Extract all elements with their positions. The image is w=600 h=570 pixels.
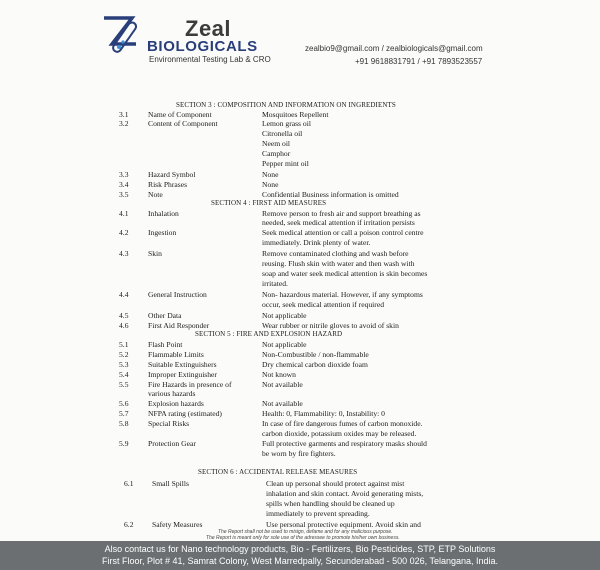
row-value: Mosquitoes Repellent	[262, 110, 329, 119]
row-value: be worn by fire fighters.	[262, 449, 336, 458]
row-number: 5.5	[119, 380, 129, 389]
row-label: First Aid Responder	[148, 321, 210, 330]
row-value: spills when handling should be cleaned up	[266, 499, 395, 508]
row-label: Safety Measures	[152, 520, 203, 529]
row-label: Risk Phrases	[148, 180, 188, 189]
row-value: Wear rubber or nitrile gloves to avoid of skin	[262, 321, 399, 330]
row-number: 3.3	[119, 170, 129, 179]
row-number: 4.2	[119, 228, 129, 237]
row-value: Not available	[262, 380, 303, 389]
row-label: Skin	[148, 249, 162, 258]
row-value: Not known	[262, 370, 296, 379]
row-value: Clean up personal should protect against mist	[266, 479, 405, 488]
row-value: In case of fire dangerous fumes of carbon monoxide.	[262, 419, 423, 428]
row-number: 4.1	[119, 209, 129, 218]
row-label: Inhalation	[148, 209, 179, 218]
row-value: immediately to prevent spreading.	[266, 509, 370, 518]
row-label: Flammable Limits	[148, 350, 204, 359]
row-number: 3.5	[119, 190, 129, 199]
footer-band	[0, 541, 600, 570]
row-label: Fire Hazards in presence of	[148, 380, 232, 389]
row-label: Explosion hazards	[148, 399, 204, 408]
row-label: Other Data	[148, 311, 182, 320]
row-value: needed, seek medical attention if irritation persists	[262, 218, 415, 227]
row-number: 5.3	[119, 360, 129, 369]
row-number: 5.7	[119, 409, 129, 418]
row-label: NFPA rating (estimated)	[148, 409, 222, 418]
row-value: Lemon grass oil	[262, 119, 311, 128]
row-value: Non- hazardous material. However, if any symptoms	[262, 290, 423, 299]
section-5-title: SECTION 5 : FIRE AND EXPLOSION HAZARD	[195, 330, 343, 338]
brand-tagline: Environmental Testing Lab & CRO	[149, 55, 271, 64]
section-3-title: SECTION 3 : COMPOSITION AND INFORMATION ON INGREDIENTS	[176, 101, 396, 109]
row-label: Protection Gear	[148, 439, 196, 448]
contact-email: zealbio9@gmail.com / zealbiologicals@gmail.com	[305, 44, 483, 53]
row-number: 5.4	[119, 370, 129, 379]
row-number: 3.2	[119, 119, 129, 128]
row-value: inhalation and skin contact. Avoid generating mists,	[266, 489, 424, 498]
row-value: Not available	[262, 399, 303, 408]
row-value: Use personal protective equipment. Avoid skin and	[266, 520, 421, 529]
row-value: Citronella oil	[262, 129, 303, 138]
row-value: Full protective garments and respiratory masks should	[262, 439, 427, 448]
row-label: Name of Component	[148, 110, 212, 119]
row-number: 6.2	[124, 520, 134, 529]
row-number: 4.5	[119, 311, 129, 320]
row-value: Health: 0, Flammability: 0, Instability: 0	[262, 409, 385, 418]
brand-subtitle: BIOLOGICALS	[147, 38, 258, 55]
row-value: Not applicable	[262, 340, 307, 349]
row-value: irritated.	[262, 279, 288, 288]
row-value: Camphor	[262, 149, 291, 158]
row-value: occur, seek medical attention if required	[262, 300, 384, 309]
row-label-continued: various hazards	[148, 389, 196, 398]
row-value: Not applicable	[262, 311, 307, 320]
row-label: Note	[148, 190, 163, 199]
row-label: Hazard Symbol	[148, 170, 196, 179]
row-number: 5.6	[119, 399, 129, 408]
row-label: Small Spills	[152, 479, 189, 488]
row-number: 5.8	[119, 419, 129, 428]
row-label: Suitable Extinguishers	[148, 360, 217, 369]
test-tube-logo-icon	[102, 14, 146, 62]
footer-address: First Floor, Plot # 41, Samrat Colony, West Marredpally, Secunderabad - 500 026, Telangana, India.	[101, 556, 499, 566]
contact-phone: +91 9618831791 / +91 7893523557	[355, 57, 483, 66]
section-6-title: SECTION 6 : ACCIDENTAL RELEASE MEASURES	[198, 468, 358, 476]
row-value: carbon dioxide, potassium oxides may be released.	[262, 429, 417, 438]
row-number: 4.6	[119, 321, 129, 330]
row-label: Content of Component	[148, 119, 218, 128]
row-number: 3.4	[119, 180, 129, 189]
row-number: 4.4	[119, 290, 129, 299]
row-label: Improper Extinguisher	[148, 370, 217, 379]
row-value: Confidential Business information is omitted	[262, 190, 399, 199]
row-label: Ingestion	[148, 228, 177, 237]
row-number: 6.1	[124, 479, 134, 488]
row-value: Dry chemical carbon dioxide foam	[262, 360, 368, 369]
row-number: 4.3	[119, 249, 129, 258]
row-value: Neem oil	[262, 139, 291, 148]
footer-services: Also contact us for Nano technology products, Bio - Fertilizers, Bio Pesticides, STP, ETP Solutions	[104, 544, 496, 554]
row-value: Non-Combustible / non-flammable	[262, 350, 369, 359]
row-label: Special Risks	[148, 419, 190, 428]
row-number: 3.1	[119, 110, 129, 119]
row-value: Seek medical attention or call a poison control centre	[262, 228, 424, 237]
row-number: 5.9	[119, 439, 129, 448]
row-number: 5.2	[119, 350, 129, 359]
row-value: Remove contaminated clothing and wash before	[262, 249, 409, 258]
row-number: 5.1	[119, 340, 129, 349]
row-label: Flash Point	[148, 340, 183, 349]
row-value: reusing. Flush skin with water and then wash with	[262, 259, 415, 268]
report-disclaimer-1: The Report shall not be used to misign, defame and for any malicious purpose.	[218, 529, 393, 535]
row-value: immediately. Drink plenty of water.	[262, 238, 371, 247]
row-value: None	[262, 170, 279, 179]
row-value: None	[262, 180, 279, 189]
brand-name: Zeal	[185, 16, 232, 41]
report-disclaimer-2: The Report is meant only for sole use of the adressee to promote his/her own business.	[206, 535, 400, 541]
row-value: soap and water seek medical attention is skin becomes	[262, 269, 428, 278]
row-label: General Instruction	[148, 290, 207, 299]
section-4-title: SECTION 4 : FIRST AID MEASURES	[211, 199, 327, 207]
row-value: Pepper mint oil	[262, 159, 309, 168]
row-value: Remove person to fresh air and support breathing as	[262, 209, 421, 218]
